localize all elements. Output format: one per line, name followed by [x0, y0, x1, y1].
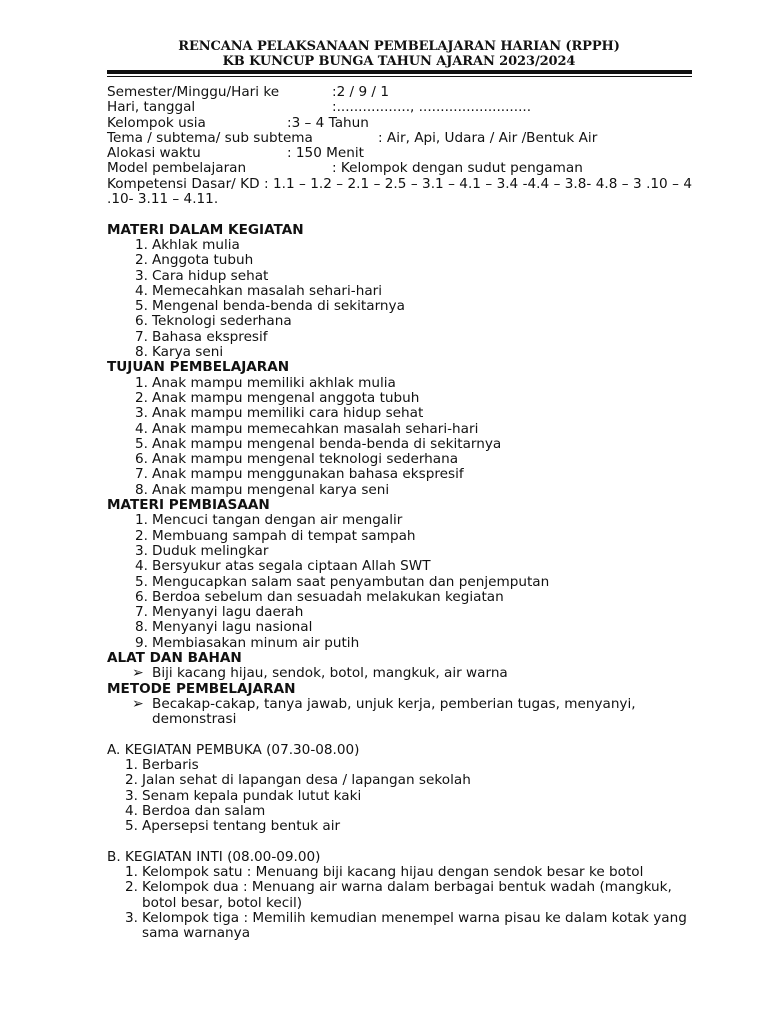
- inti-list: [107, 865, 692, 941]
- spacer: [107, 207, 692, 222]
- list-number: 3.: [135, 267, 148, 284]
- list-number: 1.: [135, 374, 148, 391]
- list-item: [107, 391, 692, 406]
- list-text: Teknologi sederhana: [152, 313, 292, 330]
- list-item: [107, 422, 692, 437]
- info-hari: [107, 100, 692, 115]
- list-text: Berdoa dan salam: [142, 802, 266, 819]
- list-text: Duduk melingkar: [152, 542, 269, 559]
- list-number: 7.: [135, 328, 148, 345]
- alat-list: [107, 666, 692, 681]
- list-item: [107, 544, 692, 559]
- list-text: Anak mampu memiliki cara hidup sehat: [152, 405, 424, 422]
- list-item: [107, 452, 692, 467]
- list-item: [107, 437, 692, 452]
- list-number: 4.: [125, 802, 138, 819]
- arrow-bullet-icon: ➢: [132, 665, 144, 682]
- metode-list: [107, 697, 692, 728]
- list-number: 2.: [125, 879, 138, 896]
- list-text: Bahasa ekspresif: [152, 328, 268, 345]
- list-text: Menyanyi lagu nasional: [152, 619, 313, 636]
- list-number: 2.: [125, 772, 138, 789]
- list-text: Akhlak mulia: [152, 236, 240, 253]
- list-number: 1.: [135, 512, 148, 529]
- info-semester: [107, 85, 692, 100]
- list-text: Membuang sampah di tempat sampah: [152, 527, 416, 544]
- info-tema: [107, 131, 692, 146]
- list-text: Biji kacang hijau, sendok, botol, mangkuk, air warna: [152, 665, 508, 682]
- list-item: [107, 789, 692, 804]
- info-alokasi: [107, 146, 692, 161]
- spacer: [107, 835, 692, 850]
- list-number: 1.: [125, 757, 138, 774]
- list-item: [107, 804, 692, 819]
- info-label: Tema / subtema/ sub subtema: [107, 129, 313, 146]
- list-item: [107, 697, 692, 728]
- arrow-bullet-icon: ➢: [132, 695, 144, 712]
- list-text: Anak mampu mengenal teknologi sederhana: [152, 451, 459, 468]
- list-item: [107, 483, 692, 498]
- info-label: Hari, tanggal: [107, 99, 196, 116]
- list-item: [107, 575, 692, 590]
- list-item: [107, 758, 692, 773]
- list-item: [107, 911, 692, 942]
- list-text: Kelompok dua : Menuang air warna dalam berbagai bentuk wadah (mangkuk, botol besar, botol kecil): [142, 879, 672, 911]
- list-number: 8.: [135, 481, 148, 498]
- list-item: [107, 253, 692, 268]
- list-number: 2.: [135, 252, 148, 269]
- list-text: Berdoa sebelum dan sesuadah melakukan kegiatan: [152, 588, 504, 605]
- list-text: Anak mampu mengenal karya seni: [152, 481, 390, 498]
- info-value: :3 – 4 Tahun: [287, 114, 369, 131]
- section-heading-pembuka: A. KEGIATAN PEMBUKA (07.30-08.00): [107, 741, 360, 758]
- list-text: Berbaris: [142, 757, 199, 774]
- info-value: :2 / 9 / 1: [332, 84, 389, 100]
- list-item: [107, 467, 692, 482]
- list-item: [107, 314, 692, 329]
- list-number: 3.: [125, 910, 138, 927]
- list-number: 5.: [125, 818, 138, 835]
- list-text: Mengenal benda-benda di sekitarnya: [152, 298, 405, 315]
- list-number: 8.: [135, 619, 148, 636]
- section-heading-materi: MATERI DALAM KEGIATAN: [107, 221, 304, 238]
- list-number: 7.: [135, 466, 148, 483]
- info-value: : Air, Api, Udara / Air /Bentuk Air: [378, 129, 598, 146]
- list-item: [107, 299, 692, 314]
- list-number: 4.: [135, 420, 148, 437]
- list-item: [107, 590, 692, 605]
- list-number: 6.: [135, 451, 148, 468]
- list-item: [107, 406, 692, 421]
- list-item: [107, 865, 692, 880]
- list-text: Becakap-cakap, tanya jawab, unjuk kerja, pemberian tugas, menyanyi, demonstrasi: [152, 695, 636, 728]
- info-label: Alokasi waktu: [107, 145, 201, 162]
- info-value: : Kelompok dengan sudut pengaman: [332, 160, 583, 177]
- pembiasaan-list: [107, 513, 692, 651]
- list-number: 5.: [135, 573, 148, 590]
- list-item: [107, 284, 692, 299]
- pembuka-list: [107, 758, 692, 834]
- info-value: :................., ..........................: [332, 99, 532, 116]
- list-text: Anak mampu memiliki akhlak mulia: [152, 374, 396, 391]
- list-number: 1.: [135, 236, 148, 253]
- section-heading-tujuan: TUJUAN PEMBELAJARAN: [107, 359, 290, 376]
- list-text: Anak mampu mengenal anggota tubuh: [152, 389, 420, 406]
- list-item: [107, 605, 692, 620]
- list-text: Karya seni: [152, 344, 224, 361]
- list-number: 6.: [135, 588, 148, 605]
- list-item: [107, 529, 692, 544]
- list-item: [107, 880, 692, 911]
- list-item: [107, 345, 692, 360]
- list-text: Memecahkan masalah sehari-hari: [152, 282, 383, 299]
- header-rule-thick: [107, 70, 692, 74]
- list-item: [107, 238, 692, 253]
- list-item: [107, 636, 692, 651]
- list-number: 2.: [135, 527, 148, 544]
- list-text: Anak mampu memecahkan masalah sehari-hari: [152, 420, 479, 437]
- list-item: [107, 376, 692, 391]
- info-model: [107, 161, 692, 176]
- list-text: Anak mampu mengenal benda-benda di sekitarnya: [152, 435, 502, 452]
- spacer: [107, 727, 692, 742]
- info-value: : 150 Menit: [287, 145, 364, 162]
- list-text: Anak mampu menggunakan bahasa ekspresif: [152, 466, 464, 483]
- list-number: 3.: [135, 542, 148, 559]
- list-number: 2.: [135, 389, 148, 406]
- list-text: Anggota tubuh: [152, 252, 254, 269]
- list-item: [107, 773, 692, 788]
- list-item: [107, 330, 692, 345]
- info-label: Kelompok usia: [107, 114, 206, 131]
- section-heading-metode: METODE PEMBELAJARAN: [107, 680, 296, 697]
- list-number: 4.: [135, 282, 148, 299]
- section-heading-alat: ALAT DAN BAHAN: [107, 649, 242, 666]
- list-text: Menyanyi lagu daerah: [152, 604, 304, 621]
- list-text: Bersyukur atas segala ciptaan Allah SWT: [152, 558, 431, 575]
- document-body: [107, 85, 692, 942]
- info-kelompok: [107, 116, 692, 131]
- list-text: Cara hidup sehat: [152, 267, 269, 284]
- list-text: Mengucapkan salam saat penyambutan dan penjemputan: [152, 573, 550, 590]
- list-text: Kelompok satu : Menuang biji kacang hijau dengan sendok besar ke botol: [142, 864, 644, 881]
- document-title: RENCANA PELAKSANAAN PEMBELAJARAN HARIAN (RPPH): [178, 39, 620, 54]
- materi-list: [107, 238, 692, 360]
- header-rule-thin: [107, 76, 692, 77]
- list-item: [107, 269, 692, 284]
- list-number: 7.: [135, 604, 148, 621]
- section-heading-pembiasaan: MATERI PEMBIASAAN: [107, 497, 270, 514]
- list-text: Mencuci tangan dengan air mengalir: [152, 512, 403, 529]
- list-number: 1.: [125, 864, 138, 881]
- info-label: Model pembelajaran: [107, 160, 247, 177]
- list-number: 3.: [125, 787, 138, 804]
- list-number: 8.: [135, 344, 148, 361]
- list-number: 4.: [135, 558, 148, 575]
- list-item: [107, 819, 692, 834]
- info-kompetensi-dasar: Kompetensi Dasar/ KD : 1.1 – 1.2 – 2.1 – 2.5 – 3.1 – 4.1 – 3.4 -4.4 – 3.8- 4.8 – 3 .10 – 4 .10- 3.11 – 4.11.: [107, 175, 692, 208]
- list-number: 6.: [135, 313, 148, 330]
- list-text: Apersepsi tentang bentuk air: [142, 818, 341, 835]
- list-text: Senam kepala pundak lutut kaki: [142, 787, 362, 804]
- list-item: [107, 513, 692, 528]
- list-item: [107, 666, 692, 681]
- list-item: [107, 559, 692, 574]
- document-subtitle: KB KUNCUP BUNGA TAHUN AJARAN 2023/2024: [222, 54, 576, 69]
- list-number: 5.: [135, 435, 148, 452]
- list-text: Jalan sehat di lapangan desa / lapangan sekolah: [142, 772, 471, 789]
- info-label: Semester/Minggu/Hari ke: [107, 84, 280, 100]
- list-text: Membiasakan minum air putih: [152, 634, 360, 651]
- list-number: 5.: [135, 298, 148, 315]
- tujuan-list: [107, 376, 692, 498]
- section-heading-inti: B. KEGIATAN INTI (08.00-09.00): [107, 848, 321, 865]
- list-text: Kelompok tiga : Memilih kemudian menempel warna pisau ke dalam kotak yang sama warnanya: [142, 910, 687, 942]
- list-number: 9.: [135, 634, 148, 651]
- list-item: [107, 620, 692, 635]
- list-number: 3.: [135, 405, 148, 422]
